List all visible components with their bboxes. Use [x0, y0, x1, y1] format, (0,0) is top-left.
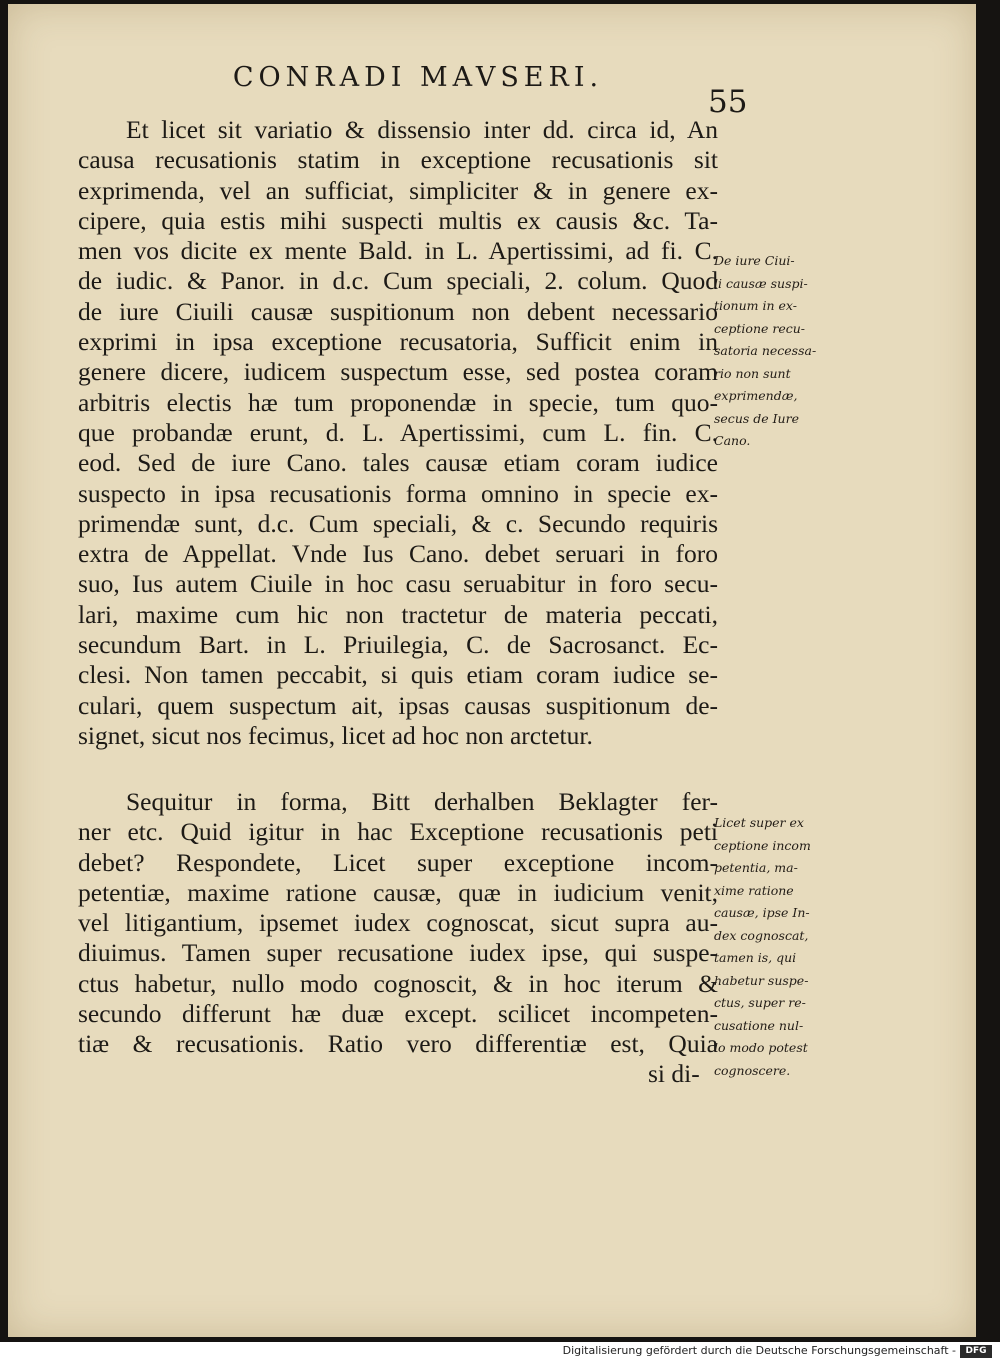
text-line: genere dicere, iudicem suspectum esse, sed postea coram [78, 357, 718, 387]
text-line: causa recusationis statim in exceptione recusationis sit [78, 145, 718, 175]
marginal-note-1 [714, 250, 844, 453]
marginal-line: tionum in ex- [714, 298, 797, 313]
text-line: vel litigantium, ipsemet iudex cognoscat, sicut supra au- [78, 908, 718, 938]
text-line: culari, quem suspectum ait, ipsas causas suspitionum de- [78, 690, 718, 720]
text-line: suo, Ius autem Ciuile in hoc casu seruabitur in foro secu- [78, 569, 718, 599]
text-line: tiæ & recusationis. Ratio vero differentiæ est, Quia [78, 1029, 718, 1059]
running-head: CONRADI MAVSERI. [232, 62, 604, 93]
marginal-line: dex cognoscat, [714, 927, 809, 943]
page-number: 55 [708, 84, 748, 120]
text-line: Sequitur in forma, Bitt derhalben Beklagter fer- [126, 787, 718, 816]
text-line: de iudic. & Panor. in d.c. Cum speciali, 2. colum. Quod [78, 266, 718, 296]
catchword: si di- [648, 1059, 700, 1088]
text-line: secundum Bart. in L. Priuilegia, C. de Sacrosanct. Ec- [78, 630, 718, 660]
marginal-line: exprimendæ, [714, 388, 798, 403]
text-line: suspecto in ipsa recusationis forma omnino in specie ex- [78, 478, 718, 508]
marginal-line: Licet super ex [714, 815, 804, 830]
text-line: clesi. Non tamen peccabit, si quis etiam coram iudice se- [78, 660, 718, 690]
text-line: extra de Appellat. Vnde Ius Cano. debet seruari in foro [78, 539, 718, 569]
marginal-line: ctus, super re- [714, 995, 806, 1010]
marginal-line: cognoscere. [714, 1062, 791, 1078]
text-line: arbitris electis hæ tum proponendæ in specie, tum quo- [78, 387, 718, 417]
text-line: petentiæ, maxime ratione causæ, quæ in iudicium venit, [78, 877, 718, 907]
marginal-line: li causæ suspi- [714, 275, 808, 291]
paragraph-1 [78, 115, 718, 751]
text-line: debet? Respondete, Licet super exceptione incom- [78, 847, 718, 877]
text-line: cipere, quia estis mihi suspecti multis ex causis &c. Ta- [78, 205, 718, 235]
text-line: que probandæ erunt, d. L. Apertissimi, cum L. fin. C. [78, 417, 718, 447]
text-line: lari, maxime cum hic non tractetur de materia peccati, [78, 599, 718, 629]
marginal-line: ceptione recu- [714, 320, 806, 336]
book-page [8, 4, 976, 1337]
marginal-line: rio non sunt [714, 365, 791, 381]
text-line: ner etc. Quid igitur in hac Exceptione recusationis peti [78, 817, 718, 847]
text-line: signet, sicut nos fecimus, licet ad hoc non arctetur. [78, 720, 593, 750]
marginal-line: xime ratione [714, 882, 794, 898]
marginal-line: causæ, ipse In- [714, 905, 810, 920]
marginal-line: habetur suspe- [714, 972, 809, 988]
marginal-line: satoria necessa- [714, 343, 817, 358]
marginal-note-2 [714, 812, 844, 1082]
text-line: diuimus. Tamen super recusatione iudex ipse, qui suspe- [78, 938, 718, 968]
marginal-line: Cano. [714, 433, 751, 448]
text-line: men vos dicite ex mente Bald. in L. Apertissimi, ad fi. C. [78, 236, 718, 266]
marginal-line: petentia, ma- [714, 860, 798, 875]
marginal-line: ceptione incom [714, 837, 811, 853]
paragraph-2 [78, 787, 718, 1060]
text-line: exprimenda, vel an sufficiat, simpliciter & in genere ex- [78, 175, 718, 205]
text-line: secundo differunt hæ duæ except. scilicet incompeten- [78, 999, 718, 1029]
marginal-line: tamen is, qui [714, 950, 797, 965]
dfg-logo-icon: DFG [960, 1345, 992, 1358]
marginal-line: cusatione nul- [714, 1017, 804, 1033]
text-line: ctus habetur, nullo modo cognoscit, & in hoc iterum & [78, 968, 718, 998]
text-line: eod. Sed de iure Cano. tales causæ etiam coram iudice [78, 448, 718, 478]
marginal-line: De iure Ciui- [714, 253, 795, 268]
funding-credit: Digitalisierung gefördert durch die Deutsche Forschungsgemeinschaft - [562, 1344, 956, 1357]
marginal-line: lo modo potest [714, 1040, 808, 1055]
text-line: de iure Ciuili causæ suspitionum non debent necessario [78, 296, 718, 326]
text-line: primendæ sunt, d.c. Cum speciali, & c. Secundo requiris [78, 508, 718, 538]
marginal-line: secus de Iure [714, 410, 799, 426]
footer-bar [0, 1342, 1000, 1361]
text-line: Et licet sit variatio & dissensio inter dd. circa id, An [126, 115, 718, 144]
text-line: exprimi in ipsa exceptione recusatoria, Sufficit enim in [78, 327, 718, 357]
